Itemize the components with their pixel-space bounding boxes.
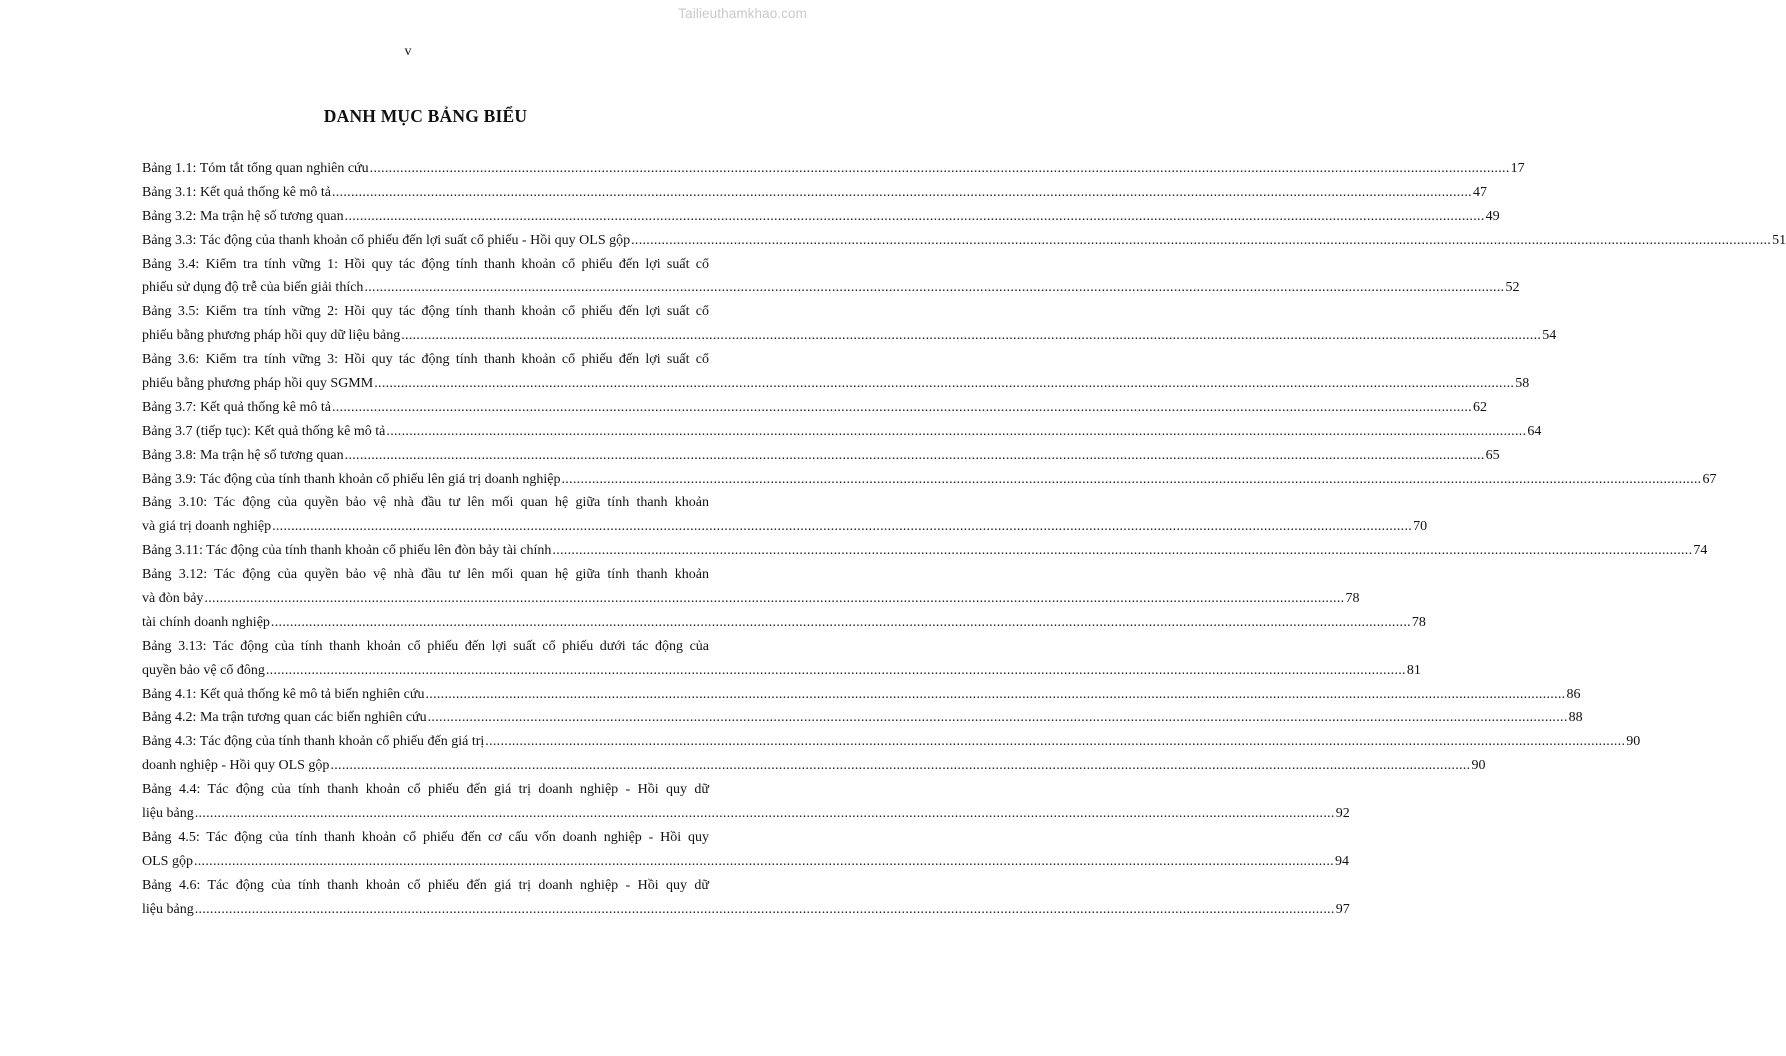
toc-entry-last-line — [142, 754, 1486, 778]
toc-page-number: 47 — [1472, 184, 1487, 200]
dot-leader: ............................................................................................................................................................................................................................................................................................................ — [427, 710, 1568, 726]
dot-leader: ............................................................................................................................................................................................................................................................................................................ — [193, 853, 1334, 869]
toc-entry — [142, 778, 1350, 826]
toc-entry-last-line — [142, 898, 1350, 922]
toc-entry-text: liệu bảng — [142, 806, 194, 822]
toc-entry-last-line — [142, 706, 1583, 730]
toc-entry-last-line — [142, 229, 1786, 253]
toc-entry-last-line — [142, 157, 1525, 181]
toc-page-number: 74 — [1693, 543, 1708, 559]
toc-entry-text: Bảng 3.5: Kiểm tra tính vững 2: Hồi quy tác động tính thanh khoản cổ phiếu đến lợi suất cổ — [142, 304, 709, 320]
toc-entry — [142, 754, 1486, 778]
toc-entry — [142, 396, 1487, 420]
dot-leader: ............................................................................................................................................................................................................................................................................................................ — [344, 447, 1485, 463]
toc-entry-last-line — [142, 324, 1557, 348]
toc-page-number: 65 — [1485, 447, 1500, 463]
toc-entry-last-line — [142, 659, 1421, 683]
toc-entry — [142, 826, 1349, 874]
dot-leader: ............................................................................................................................................................................................................................................................................................................ — [561, 471, 1702, 487]
page-title: DANH MỤC BẢNG BIỂU — [323, 106, 528, 126]
dot-leader: ............................................................................................................................................................................................................................................................................................................ — [485, 734, 1626, 750]
toc-entry-text: Bảng 4.2: Ma trận tương quan các biến nghiên cứu — [142, 710, 427, 726]
toc-page-number: 86 — [1566, 686, 1581, 702]
toc-entry-last-line — [142, 396, 1487, 420]
toc-entry-last-line — [142, 611, 1426, 635]
dot-leader: ............................................................................................................................................................................................................................................................................................................ — [265, 662, 1406, 678]
toc-entry-text: Bảng 3.11: Tác động của tính thanh khoản cổ phiếu lên đòn bảy tài chính — [142, 543, 552, 559]
toc-entry — [142, 683, 1581, 707]
dot-leader: ............................................................................................................................................................................................................................................................................................................ — [425, 686, 1566, 702]
dot-leader: ............................................................................................................................................................................................................................................................................................................ — [272, 519, 1413, 535]
toc-entry — [142, 706, 1583, 730]
dot-leader: ............................................................................................................................................................................................................................................................................................................ — [631, 232, 1772, 248]
toc-page-number: 90 — [1471, 758, 1486, 774]
toc-entry-text: Bảng 4.3: Tác động của tính thanh khoản cổ phiếu đến giá trị — [142, 734, 485, 750]
toc-page-number: 78 — [1345, 591, 1360, 607]
toc-entry — [142, 253, 1520, 301]
toc-entry — [142, 539, 1708, 563]
toc-entry-text: Bảng 3.10: Tác động của quyền bảo vệ nhà đầu tư lên mối quan hệ giữa tính thanh khoản — [142, 495, 709, 511]
toc-page-number: 78 — [1411, 614, 1426, 630]
dot-leader: ............................................................................................................................................................................................................................................................................................................ — [330, 758, 1471, 774]
toc-entry — [142, 611, 1426, 635]
toc-entry-text: Bảng 3.7: Kết quả thống kê mô tả — [142, 399, 331, 415]
toc-page-number: 81 — [1406, 662, 1421, 678]
toc-page-number: 64 — [1527, 423, 1542, 439]
dot-leader: ............................................................................................................................................................................................................................................................................................................ — [369, 161, 1510, 176]
toc-entry-last-line — [142, 420, 1542, 444]
toc-entry-text: liệu bảng — [142, 901, 194, 917]
toc-page-number: 51 — [1772, 232, 1786, 248]
toc-entry-last-line — [142, 276, 1520, 300]
toc-entry — [142, 563, 1360, 611]
toc-entry-text: và đòn bảy — [142, 591, 204, 607]
toc-entry — [142, 491, 1428, 539]
toc-entry — [142, 348, 1530, 396]
toc-page-number: 94 — [1334, 853, 1349, 869]
dot-leader: ............................................................................................................................................................................................................................................................................................................ — [344, 208, 1485, 224]
toc-entry-text: Bảng 4.6: Tác động của tính thanh khoản cổ phiếu đến giá trị doanh nghiệp - Hồi quy dữ — [142, 877, 709, 893]
toc-entry-last-line — [142, 539, 1708, 563]
toc-entry-last-line — [142, 730, 1641, 754]
toc-entry-text: Bảng 3.3: Tác động của thanh khoản cổ phiếu đến lợi suất cổ phiếu - Hồi quy OLS gộp — [142, 232, 631, 248]
dot-leader: ............................................................................................................................................................................................................................................................................................................ — [270, 614, 1411, 630]
toc-entry — [142, 300, 1557, 348]
toc-entry-text: phiếu bằng phương pháp hồi quy SGMM — [142, 376, 374, 392]
toc-page-number: 49 — [1485, 208, 1500, 224]
dot-leader: ............................................................................................................................................................................................................................................................................................................ — [364, 280, 1505, 296]
toc-page-number: 97 — [1335, 901, 1350, 917]
toc-entry — [142, 420, 1542, 444]
toc-entry-last-line — [142, 515, 1428, 539]
toc-entry-last-line — [142, 468, 1717, 492]
toc-entry-text: Bảng 4.4: Tác động của tính thanh khoản cổ phiếu đến giá trị doanh nghiệp - Hồi quy dữ — [142, 782, 709, 798]
toc-page-number: 17 — [1510, 161, 1525, 176]
dot-leader: ............................................................................................................................................................................................................................................................................................................ — [194, 806, 1335, 822]
toc-entry-text: Bảng 4.5: Tác động của tính thanh khoản cổ phiếu đến cơ cấu vốn doanh nghiệp - Hồi quy — [142, 829, 709, 845]
dot-leader: ............................................................................................................................................................................................................................................................................................................ — [386, 423, 1527, 439]
toc-page-number: 88 — [1568, 710, 1583, 726]
toc-entry-text: và giá trị doanh nghiệp — [142, 519, 272, 535]
dot-leader: ............................................................................................................................................................................................................................................................................................................ — [204, 591, 1345, 607]
toc-entry — [142, 157, 1525, 181]
page-number: v — [404, 44, 412, 59]
toc-entry-text: Bảng 3.8: Ma trận hệ số tương quan — [142, 447, 344, 463]
table-of-tables — [142, 157, 1786, 922]
toc-entry — [142, 181, 1487, 205]
toc-entry-last-line — [142, 181, 1487, 205]
toc-entry-last-line — [142, 444, 1500, 468]
toc-entry-text: Bảng 3.7 (tiếp tục): Kết quả thống kê mô tả — [142, 423, 386, 439]
toc-entry — [142, 444, 1500, 468]
toc-entry-last-line — [142, 683, 1581, 707]
toc-page-number: 90 — [1626, 734, 1641, 750]
toc-entry-text: phiếu bằng phương pháp hồi quy dữ liệu bảng — [142, 328, 401, 344]
toc-entry — [142, 229, 1786, 253]
toc-entry-text: Bảng 4.1: Kết quả thống kê mô tả biến nghiên cứu — [142, 686, 425, 702]
toc-entry — [142, 635, 1421, 683]
toc-page-number: 92 — [1335, 806, 1350, 822]
toc-entry-text: phiếu sử dụng độ trễ của biến giải thích — [142, 280, 364, 296]
toc-entry — [142, 730, 1641, 754]
toc-entry-text: Bảng 1.1: Tóm tắt tổng quan nghiên cứu — [142, 161, 369, 176]
dot-leader: ............................................................................................................................................................................................................................................................................................................ — [374, 376, 1515, 392]
toc-entry-text: quyền bảo vệ cổ đông — [142, 662, 265, 678]
toc-entry-text: doanh nghiệp - Hồi quy OLS gộp — [142, 758, 330, 774]
toc-entry-last-line — [142, 587, 1360, 611]
toc-entry — [142, 205, 1500, 229]
dot-leader: ............................................................................................................................................................................................................................................................................................................ — [331, 399, 1472, 415]
toc-entry — [142, 468, 1717, 492]
toc-entry-last-line — [142, 850, 1349, 874]
dot-leader: ............................................................................................................................................................................................................................................................................................................ — [194, 901, 1335, 917]
toc-page-number: 70 — [1413, 519, 1428, 535]
toc-entry-last-line — [142, 802, 1350, 826]
toc-entry-text: Bảng 3.12: Tác động của quyền bảo vệ nhà đầu tư lên mối quan hệ giữa tính thanh khoản — [142, 567, 709, 583]
toc-page-number: 58 — [1515, 376, 1530, 392]
toc-entry-last-line — [142, 205, 1500, 229]
toc-page-number: 54 — [1542, 328, 1557, 344]
toc-page-number: 52 — [1505, 280, 1520, 296]
toc-entry-text: Bảng 3.13: Tác động của tính thanh khoản cổ phiếu đến lợi suất cổ phiếu dưới tác động của — [142, 638, 709, 654]
watermark: Tailieuthamkhao.com — [678, 6, 807, 21]
dot-leader: ............................................................................................................................................................................................................................................................................................................ — [401, 328, 1542, 344]
toc-page-number: 62 — [1472, 399, 1487, 415]
dot-leader: ............................................................................................................................................................................................................................................................................................................ — [552, 543, 1693, 559]
toc-entry-text: OLS gộp — [142, 853, 193, 869]
toc-entry-last-line — [142, 372, 1530, 396]
toc-entry-text: Bảng 3.9: Tác động của tính thanh khoản cổ phiếu lên giá trị doanh nghiệp — [142, 471, 561, 487]
toc-entry — [142, 874, 1350, 922]
toc-entry-text: Bảng 3.6: Kiểm tra tính vững 3: Hồi quy tác động tính thanh khoản cổ phiếu đến lợi suất cổ — [142, 352, 709, 368]
dot-leader: ............................................................................................................................................................................................................................................................................................................ — [331, 184, 1472, 200]
toc-page-number: 67 — [1702, 471, 1717, 487]
toc-entry-text: Bảng 3.2: Ma trận hệ số tương quan — [142, 208, 344, 224]
toc-entry-text: tài chính doanh nghiệp — [142, 614, 270, 630]
toc-entry-text: Bảng 3.1: Kết quả thống kê mô tả — [142, 184, 331, 200]
toc-entry-text: Bảng 3.4: Kiểm tra tính vững 1: Hồi quy tác động tính thanh khoản cổ phiếu đến lợi suất cổ — [142, 256, 709, 272]
